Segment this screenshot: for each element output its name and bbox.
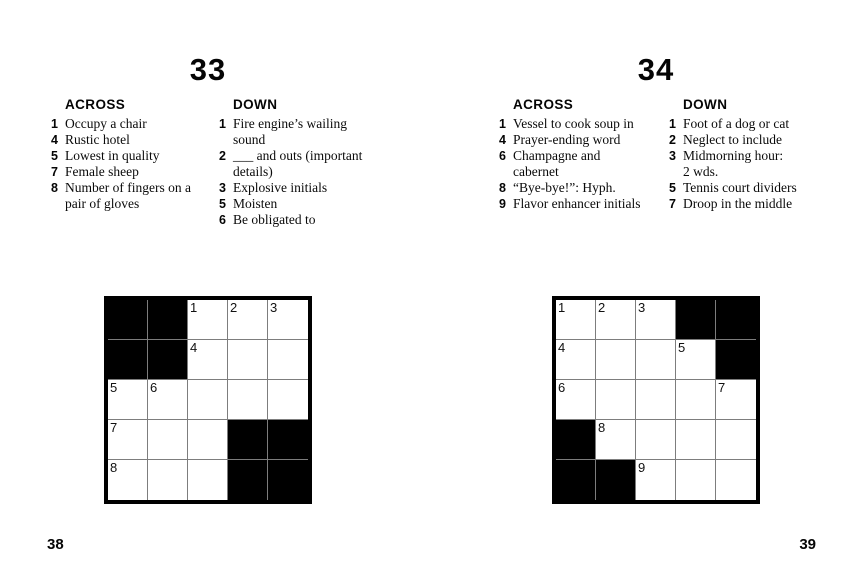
puzzle-33-down-column	[212, 97, 380, 228]
cell-number: 9	[638, 460, 646, 475]
across-header: ACROSS	[65, 97, 126, 112]
black-cell	[108, 340, 148, 380]
black-cell	[716, 300, 756, 340]
clue-text: “Bye-bye!”: Hyph.	[513, 180, 616, 195]
clue-number: 5	[669, 181, 676, 195]
grid-cell	[716, 460, 756, 500]
clue-number: 7	[669, 197, 676, 211]
grid-cell	[596, 380, 636, 420]
grid-cell	[596, 300, 636, 340]
grid-cell	[596, 340, 636, 380]
grid-cell	[148, 380, 188, 420]
black-cell	[268, 460, 308, 500]
clue	[44, 132, 222, 148]
clue-number: 1	[51, 117, 58, 131]
clue	[492, 196, 670, 212]
clue-text: Champagne and cabernet	[513, 148, 601, 179]
down-header: DOWN	[683, 97, 728, 112]
puzzle-33-title: 33	[189, 52, 227, 87]
black-cell	[716, 340, 756, 380]
grid-cell	[716, 420, 756, 460]
clue-text: Female sheep	[65, 164, 139, 179]
grid-cell	[228, 380, 268, 420]
grid-cell	[556, 340, 596, 380]
clue-number: 3	[219, 181, 226, 195]
puzzle-34-title: 34	[637, 52, 675, 87]
clue-text: Occupy a chair	[65, 116, 147, 131]
clue-number: 6	[219, 213, 226, 227]
cell-number: 7	[718, 380, 726, 395]
grid-cell	[676, 340, 716, 380]
clue-number: 8	[51, 181, 58, 195]
grid-cell	[188, 420, 228, 460]
grid-cell	[228, 340, 268, 380]
puzzle-34-across-column	[492, 97, 670, 212]
black-cell	[148, 340, 188, 380]
grid-cell	[268, 380, 308, 420]
black-cell	[556, 460, 596, 500]
grid-cell	[636, 300, 676, 340]
black-cell	[596, 460, 636, 500]
cell-number: 8	[598, 420, 606, 435]
across-header: ACROSS	[513, 97, 574, 112]
puzzle-33-across-column	[44, 97, 222, 212]
grid-cell	[188, 340, 228, 380]
grid-cell	[108, 420, 148, 460]
clue	[212, 196, 380, 212]
grid-cell	[188, 380, 228, 420]
clue-text: Lowest in quality	[65, 148, 160, 163]
clue-text: ___ and outs (important details)	[233, 148, 363, 179]
grid-cell	[636, 380, 676, 420]
clue	[492, 180, 670, 196]
clue-text: Moisten	[233, 196, 278, 211]
grid-cell	[676, 460, 716, 500]
cell-number: 6	[558, 380, 566, 395]
clue-text: Foot of a dog or cat	[683, 116, 790, 131]
grid-cell	[148, 420, 188, 460]
clue	[44, 148, 222, 164]
clue-number: 6	[499, 149, 506, 163]
clue	[212, 180, 380, 196]
clue	[44, 116, 222, 132]
grid-cell	[636, 340, 676, 380]
clue-text: Be obligated to	[233, 212, 316, 227]
clue	[662, 196, 838, 212]
down-clue-list	[662, 116, 838, 212]
grid-cell	[148, 460, 188, 500]
clue	[662, 116, 838, 132]
grid-cell	[108, 380, 148, 420]
grid-cell	[188, 460, 228, 500]
clue-text: Neglect to include	[683, 132, 782, 147]
puzzle-33-grid	[104, 296, 312, 504]
clue-text: Tennis court dividers	[683, 180, 797, 195]
clue-number: 2	[669, 133, 676, 147]
clue-number: 9	[499, 197, 506, 211]
clue-number: 7	[51, 165, 58, 179]
clue-number: 2	[219, 149, 226, 163]
clue	[44, 164, 222, 180]
cell-number: 2	[230, 300, 238, 315]
cell-number: 3	[270, 300, 278, 315]
down-header: DOWN	[233, 97, 278, 112]
cell-number: 2	[598, 300, 606, 315]
clue	[662, 132, 838, 148]
grid-cell	[636, 460, 676, 500]
cell-number: 5	[678, 340, 686, 355]
grid-cell	[676, 420, 716, 460]
grid-cell	[596, 420, 636, 460]
grid-cell	[268, 300, 308, 340]
clue-text: Midmorning hour: 2 wds.	[683, 148, 784, 179]
clue-text: Vessel to cook soup in	[513, 116, 634, 131]
cell-number: 7	[110, 420, 118, 435]
clue-number: 8	[499, 181, 506, 195]
clue-text: Droop in the middle	[683, 196, 793, 211]
page-number-left: 38	[47, 536, 64, 553]
black-cell	[556, 420, 596, 460]
grid-cell	[636, 420, 676, 460]
clue	[212, 212, 380, 228]
cell-number: 4	[190, 340, 198, 355]
black-cell	[268, 420, 308, 460]
across-clue-list	[492, 116, 670, 212]
clue	[212, 148, 380, 180]
clue	[492, 148, 670, 180]
page-number-right: 39	[799, 536, 816, 553]
black-cell	[676, 300, 716, 340]
black-cell	[228, 420, 268, 460]
grid-cell	[188, 300, 228, 340]
across-clue-list	[44, 116, 222, 212]
clue-text: Prayer-ending word	[513, 132, 621, 147]
cell-number: 5	[110, 380, 118, 395]
clue-number: 5	[219, 197, 226, 211]
clue	[662, 148, 838, 180]
puzzle-34-grid	[552, 296, 760, 504]
grid-cell	[556, 300, 596, 340]
clue	[662, 180, 838, 196]
clue-text: Explosive initials	[233, 180, 328, 195]
black-cell	[148, 300, 188, 340]
clue	[492, 116, 670, 132]
clue-text: Rustic hotel	[65, 132, 130, 147]
black-cell	[108, 300, 148, 340]
clue	[212, 116, 380, 148]
clue-number: 1	[669, 117, 676, 131]
clue-number: 1	[499, 117, 506, 131]
black-cell	[228, 460, 268, 500]
clue-number: 5	[51, 149, 58, 163]
clue-text: Fire engine’s wailing sound	[233, 116, 347, 147]
clue	[492, 132, 670, 148]
clue-number: 1	[219, 117, 226, 131]
clue	[44, 180, 222, 212]
grid-cell	[268, 340, 308, 380]
grid-cell	[228, 300, 268, 340]
cell-number: 3	[638, 300, 646, 315]
grid-cell	[556, 380, 596, 420]
grid-cell	[108, 460, 148, 500]
down-clue-list	[212, 116, 380, 228]
cell-number: 4	[558, 340, 566, 355]
clue-number: 4	[499, 133, 506, 147]
cell-number: 1	[558, 300, 566, 315]
grid-cell	[676, 380, 716, 420]
clue-number: 4	[51, 133, 58, 147]
cell-number: 8	[110, 460, 118, 475]
cell-number: 1	[190, 300, 198, 315]
clue-number: 3	[669, 149, 676, 163]
puzzle-34-down-column	[662, 97, 838, 212]
clue-text: Number of fingers on a pair of gloves	[65, 180, 191, 211]
clue-text: Flavor enhancer initials	[513, 196, 641, 211]
cell-number: 6	[150, 380, 158, 395]
grid-cell	[716, 380, 756, 420]
